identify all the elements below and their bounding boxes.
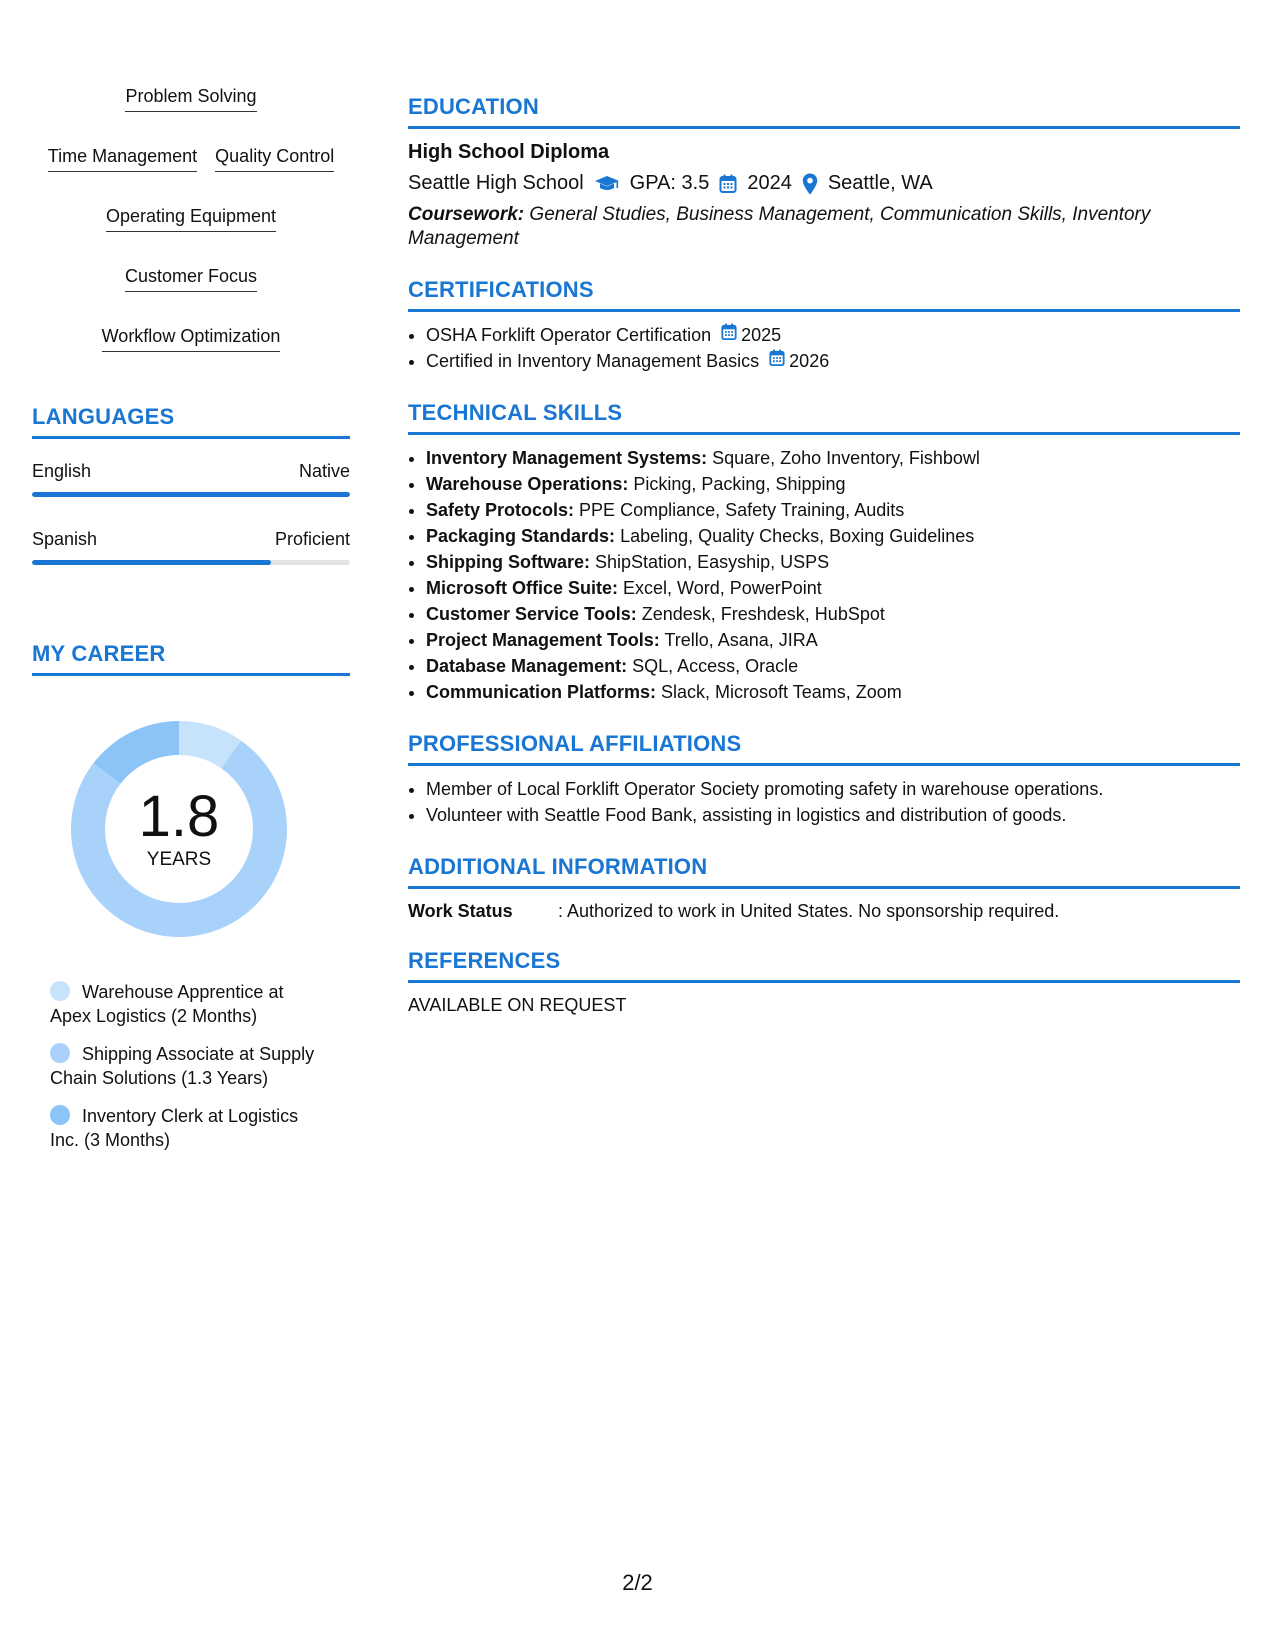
skill-category: Database Management: bbox=[426, 656, 628, 676]
coursework-text: General Studies, Business Management, Communication Skills, Inventory Management bbox=[408, 204, 1151, 249]
additional-info-heading: ADDITIONAL INFORMATION bbox=[408, 854, 1240, 889]
certification-year: 2026 bbox=[789, 351, 830, 371]
skill-category: Packaging Standards: bbox=[426, 526, 616, 546]
page-number: 2/2 bbox=[622, 1570, 653, 1595]
skill-values: Zendesk, Freshdesk, HubSpot bbox=[636, 604, 885, 624]
affiliations-section bbox=[408, 731, 1240, 828]
legend-dot bbox=[50, 1105, 70, 1125]
skill-tag: Operating Equipment bbox=[106, 204, 276, 232]
language-level: Native bbox=[298, 461, 350, 481]
skill-category: Safety Protocols: bbox=[426, 500, 575, 520]
education-location: Seattle, WA bbox=[827, 172, 933, 194]
language-name: English bbox=[32, 461, 92, 481]
certifications-heading: CERTIFICATIONS bbox=[408, 277, 1240, 312]
work-status-label: Work Status bbox=[408, 901, 513, 921]
career-legend-item bbox=[50, 980, 320, 1028]
technical-skills-section bbox=[408, 400, 1240, 705]
technical-skill-item bbox=[426, 653, 1240, 679]
technical-skills-list bbox=[408, 445, 1240, 705]
calendar-icon bbox=[769, 348, 785, 374]
career-total-unit: YEARS bbox=[146, 849, 212, 870]
calendar-icon bbox=[721, 322, 737, 348]
education-gpa: GPA: 3.5 bbox=[629, 172, 710, 194]
skill-category: Project Management Tools: bbox=[426, 630, 660, 650]
certification-year: 2025 bbox=[741, 325, 782, 345]
language-name: Spanish bbox=[32, 529, 98, 549]
career-donut-chart bbox=[64, 714, 294, 944]
skill-tag: Customer Focus bbox=[125, 264, 257, 292]
work-status-value: : Authorized to work in United States. No sponsorship required. bbox=[558, 901, 1060, 921]
additional-info-section bbox=[408, 854, 1240, 922]
skill-category: Shipping Software: bbox=[426, 552, 590, 572]
skill-category: Customer Service Tools: bbox=[426, 604, 637, 624]
technical-skill-item bbox=[426, 601, 1240, 627]
calendar-icon bbox=[719, 174, 737, 194]
skill-values: PPE Compliance, Safety Training, Audits bbox=[574, 500, 905, 520]
skill-values: Trello, Asana, JIRA bbox=[659, 630, 818, 650]
language-item bbox=[32, 461, 350, 497]
career-legend-item bbox=[50, 1104, 320, 1152]
skill-values: Square, Zoho Inventory, Fishbowl bbox=[707, 448, 980, 468]
skill-values: Excel, Word, PowerPoint bbox=[618, 578, 822, 598]
skill-values: Slack, Microsoft Teams, Zoom bbox=[656, 682, 902, 702]
certification-item bbox=[426, 348, 1240, 374]
technical-skill-item bbox=[426, 549, 1240, 575]
skill-values: Labeling, Quality Checks, Boxing Guidelines bbox=[615, 526, 975, 546]
certifications-list bbox=[408, 322, 1240, 374]
skill-tag: Problem Solving bbox=[125, 84, 256, 112]
references-text: AVAILABLE ON REQUEST bbox=[408, 995, 627, 1015]
language-item bbox=[32, 529, 350, 565]
skill-tag: Workflow Optimization bbox=[102, 324, 281, 352]
skill-tag: Quality Control bbox=[215, 144, 334, 172]
right-column bbox=[408, 94, 1240, 1016]
career-role-label: Inventory Clerk at Logistics Inc. (3 Months) bbox=[50, 1106, 299, 1150]
languages-heading: LANGUAGES bbox=[32, 404, 350, 439]
technical-skill-item bbox=[426, 575, 1240, 601]
skill-values: Picking, Packing, Shipping bbox=[628, 474, 846, 494]
education-degree: High School Diploma bbox=[408, 141, 610, 163]
career-legend-item bbox=[50, 1042, 320, 1090]
education-details bbox=[408, 172, 1240, 195]
references-heading: REFERENCES bbox=[408, 948, 1240, 983]
affiliation-item: • Volunteer with Seattle Food Bank, assisting in logistics and distribution of goods. bbox=[426, 802, 1240, 828]
education-heading: EDUCATION bbox=[408, 94, 1240, 129]
skill-values: ShipStation, Easyship, USPS bbox=[590, 552, 830, 572]
affiliations-list bbox=[408, 776, 1240, 828]
technical-skill-item bbox=[426, 523, 1240, 549]
certification-name: Certified in Inventory Management Basics bbox=[426, 351, 760, 371]
education-school: Seattle High School bbox=[408, 172, 584, 194]
education-year: 2024 bbox=[747, 172, 792, 194]
technical-skills-heading: TECHNICAL SKILLS bbox=[408, 400, 1240, 435]
language-level-fill bbox=[32, 560, 271, 565]
career-role-label: Warehouse Apprentice at Apex Logistics (2 Months) bbox=[50, 982, 284, 1026]
technical-skill-item bbox=[426, 627, 1240, 653]
career-legend bbox=[50, 980, 320, 1152]
legend-dot bbox=[50, 1043, 70, 1063]
certification-item bbox=[426, 322, 1240, 348]
language-level: Proficient bbox=[274, 529, 350, 549]
education-coursework bbox=[408, 203, 1240, 251]
legend-dot bbox=[50, 981, 70, 1001]
certifications-section bbox=[408, 277, 1240, 374]
references-section bbox=[408, 948, 1240, 1016]
affiliations-heading: PROFESSIONAL AFFILIATIONS bbox=[408, 731, 1240, 766]
technical-skill-item bbox=[426, 497, 1240, 523]
career-heading: MY CAREER bbox=[32, 641, 350, 676]
skill-category: Microsoft Office Suite: bbox=[426, 578, 619, 598]
graduation-cap-icon bbox=[594, 175, 620, 193]
language-level-bar bbox=[32, 560, 350, 565]
skill-category: Communication Platforms: bbox=[426, 682, 657, 702]
skill-values: SQL, Access, Oracle bbox=[627, 656, 799, 676]
career-total-years: 1.8 bbox=[138, 784, 220, 849]
language-level-fill bbox=[32, 492, 350, 497]
skill-category: Inventory Management Systems: bbox=[426, 448, 708, 468]
affiliation-item: • Member of Local Forklift Operator Society promoting safety in warehouse operations. bbox=[426, 776, 1240, 802]
skill-category: Warehouse Operations: bbox=[426, 474, 629, 494]
skills-tags bbox=[32, 84, 350, 352]
technical-skill-item bbox=[426, 679, 1240, 705]
skill-tag: Time Management bbox=[48, 144, 197, 172]
language-level-bar bbox=[32, 492, 350, 497]
technical-skill-item bbox=[426, 445, 1240, 471]
technical-skill-item bbox=[426, 471, 1240, 497]
coursework-label: Coursework: bbox=[408, 204, 525, 225]
work-status-row bbox=[408, 901, 1240, 922]
certification-name: OSHA Forklift Operator Certification bbox=[426, 325, 712, 345]
map-pin-icon bbox=[802, 173, 818, 195]
career-role-label: Shipping Associate at Supply Chain Solutions (1.3 Years) bbox=[50, 1044, 315, 1088]
left-column bbox=[32, 84, 350, 1166]
